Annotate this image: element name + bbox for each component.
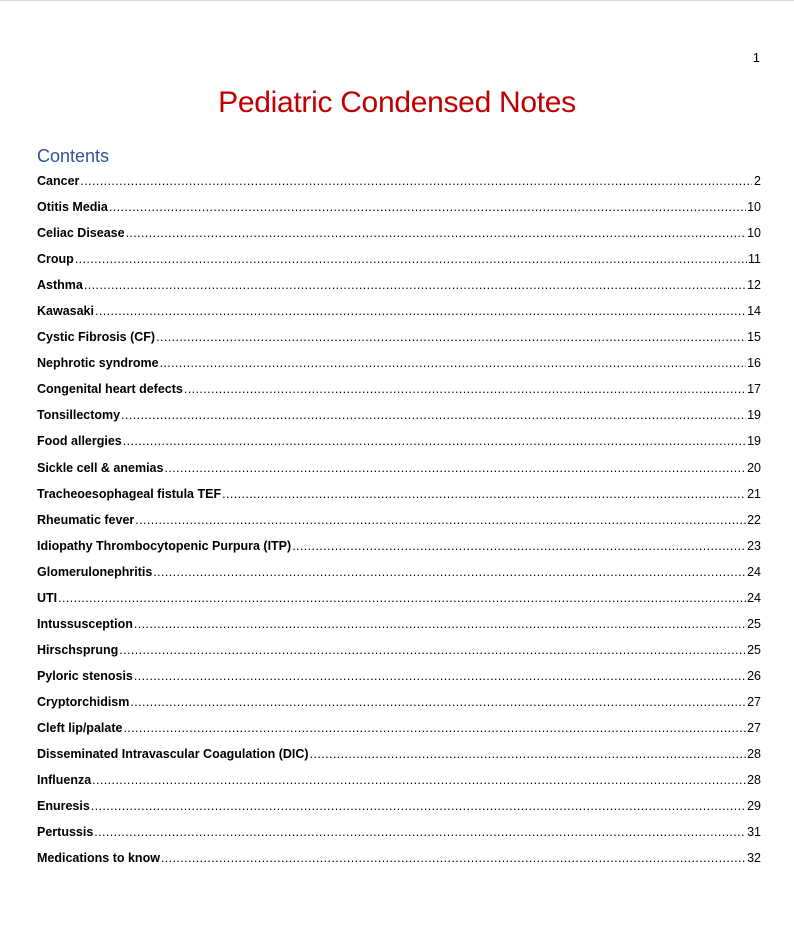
- toc-dot-leader: [160, 354, 747, 373]
- toc-dot-leader: [109, 198, 746, 217]
- toc-entry[interactable]: [37, 719, 761, 745]
- toc-entry[interactable]: [37, 459, 761, 485]
- toc-entry-label: Influenza: [37, 773, 92, 788]
- toc-entry-label: Hirschsprung: [37, 642, 119, 657]
- toc-entry[interactable]: [37, 823, 761, 849]
- toc-dot-leader: [184, 380, 746, 399]
- toc-entry-label: Food allergies: [37, 434, 122, 449]
- toc-entry[interactable]: [37, 432, 761, 458]
- toc-entry-label: Medications to know: [37, 851, 160, 866]
- toc-entry[interactable]: [37, 380, 761, 406]
- toc-entry[interactable]: [37, 172, 761, 198]
- toc-dot-leader: [75, 250, 747, 269]
- toc-entry-page-number: 11: [748, 252, 761, 267]
- toc-entry-page-number: 19: [747, 434, 761, 449]
- toc-entry-label: UTI: [37, 590, 58, 605]
- toc-entry-label: Nephrotic syndrome: [37, 356, 159, 371]
- toc-entry[interactable]: [37, 797, 761, 823]
- toc-entry-page-number: 28: [747, 747, 761, 762]
- toc-entry-page-number: 25: [747, 616, 761, 631]
- toc-dot-leader: [123, 432, 746, 451]
- toc-entry-page-number: 15: [747, 330, 761, 345]
- toc-entry-page-number: 2: [754, 174, 761, 188]
- toc-dot-leader: [80, 172, 752, 191]
- toc-entry[interactable]: [37, 250, 761, 276]
- toc-entry-label: Cystic Fibrosis (CF): [37, 330, 156, 345]
- toc-entry-label: Asthma: [37, 278, 83, 293]
- toc-dot-leader: [84, 276, 746, 295]
- toc-entry[interactable]: [37, 224, 761, 250]
- toc-entry-label: Idiopathy Thrombocytopenic Purpura (ITP): [37, 538, 292, 553]
- toc-dot-leader: [153, 563, 746, 582]
- toc-dot-leader: [134, 615, 746, 634]
- toc-entry-label: Tonsillectomy: [37, 408, 121, 423]
- toc-entry[interactable]: [37, 406, 761, 432]
- toc-entry[interactable]: [37, 198, 761, 224]
- toc-entry-page-number: 24: [747, 564, 761, 579]
- toc-dot-leader: [135, 511, 746, 530]
- toc-entry-page-number: 26: [747, 668, 761, 683]
- document-title: Pediatric Condensed Notes: [218, 86, 576, 119]
- toc-entry[interactable]: [37, 693, 761, 719]
- toc-entry[interactable]: [37, 771, 761, 797]
- toc-entry-page-number: 19: [747, 408, 761, 423]
- toc-entry-page-number: 10: [747, 200, 761, 215]
- toc-entry-label: Kawasaki: [37, 304, 94, 319]
- toc-entry[interactable]: [37, 302, 761, 328]
- toc-entry-page-number: 28: [747, 773, 761, 788]
- toc-dot-leader: [164, 459, 746, 478]
- toc-entry-page-number: 16: [747, 356, 761, 371]
- toc-dot-leader: [91, 797, 746, 816]
- toc-entry-page-number: 31: [747, 825, 761, 840]
- toc-entry-label: Celiac Disease: [37, 226, 125, 241]
- toc-dot-leader: [58, 589, 746, 608]
- toc-entry[interactable]: [37, 328, 761, 354]
- toc-dot-leader: [123, 719, 746, 738]
- toc-dot-leader: [310, 745, 747, 764]
- toc-entry-page-number: 23: [747, 538, 761, 553]
- toc-entry-label: Congenital heart defects: [37, 382, 183, 397]
- page-top-border: [0, 0, 794, 1]
- toc-entry-page-number: 20: [747, 460, 761, 475]
- toc-entry-label: Glomerulonephritis: [37, 564, 153, 579]
- toc-entry-page-number: 21: [747, 486, 761, 501]
- toc-dot-leader: [130, 693, 746, 712]
- toc-entry-page-number: 29: [747, 799, 761, 814]
- toc-entry-page-number: 12: [747, 278, 761, 293]
- toc-dot-leader: [161, 849, 746, 868]
- toc-entry-page-number: 32: [747, 851, 761, 866]
- toc-entry-page-number: 17: [747, 382, 761, 397]
- toc-entry-page-number: 27: [747, 694, 761, 709]
- toc-entry-label: Rheumatic fever: [37, 512, 135, 527]
- toc-entry[interactable]: [37, 537, 761, 563]
- toc-entry-page-number: 14: [747, 304, 761, 319]
- toc-dot-leader: [292, 537, 746, 556]
- toc-entry[interactable]: [37, 276, 761, 302]
- toc-entry[interactable]: [37, 667, 761, 693]
- toc-entry-page-number: 22: [747, 512, 761, 527]
- toc-entry-label: Cancer: [37, 174, 80, 188]
- toc-entry-label: Cryptorchidism: [37, 694, 130, 709]
- toc-entry-label: Cleft lip/palate: [37, 720, 123, 735]
- toc-entry[interactable]: [37, 745, 761, 771]
- toc-entry-label: Enuresis: [37, 799, 90, 814]
- toc-dot-leader: [121, 406, 746, 425]
- toc-entry-label: Pyloric stenosis: [37, 668, 133, 683]
- toc-entry-label: Pertussis: [37, 825, 94, 840]
- toc-dot-leader: [119, 641, 746, 660]
- toc-entry-page-number: 10: [747, 226, 761, 241]
- contents-heading: Contents: [37, 146, 110, 166]
- toc-dot-leader: [222, 485, 746, 504]
- toc-entry-label: Croup: [37, 252, 74, 267]
- toc-dot-leader: [95, 302, 746, 321]
- toc-entry[interactable]: [37, 485, 761, 511]
- table-of-contents: [37, 172, 761, 875]
- toc-entry-page-number: 27: [747, 720, 761, 735]
- toc-entry[interactable]: [37, 354, 761, 380]
- toc-entry-label: Sickle cell & anemias: [37, 460, 164, 475]
- toc-entry[interactable]: [37, 589, 761, 615]
- toc-entry-page-number: 25: [747, 642, 761, 657]
- toc-entry[interactable]: [37, 511, 761, 537]
- toc-entry-label: Disseminated Intravascular Coagulation (DIC): [37, 747, 309, 762]
- toc-entry[interactable]: [37, 615, 761, 641]
- toc-dot-leader: [126, 224, 747, 243]
- toc-entry-label: Intussusception: [37, 616, 133, 631]
- toc-dot-leader: [156, 328, 746, 347]
- toc-entry[interactable]: [37, 641, 761, 667]
- toc-entry-label: Tracheoesophageal fistula TEF: [37, 486, 222, 501]
- toc-entry[interactable]: [37, 849, 761, 875]
- toc-entry-page-number: 24: [747, 590, 761, 605]
- page-number: 1: [752, 50, 760, 65]
- toc-dot-leader: [94, 823, 746, 842]
- toc-dot-leader: [92, 771, 746, 790]
- toc-entry-label: Otitis Media: [37, 200, 108, 215]
- toc-dot-leader: [134, 667, 746, 686]
- toc-entry[interactable]: [37, 563, 761, 589]
